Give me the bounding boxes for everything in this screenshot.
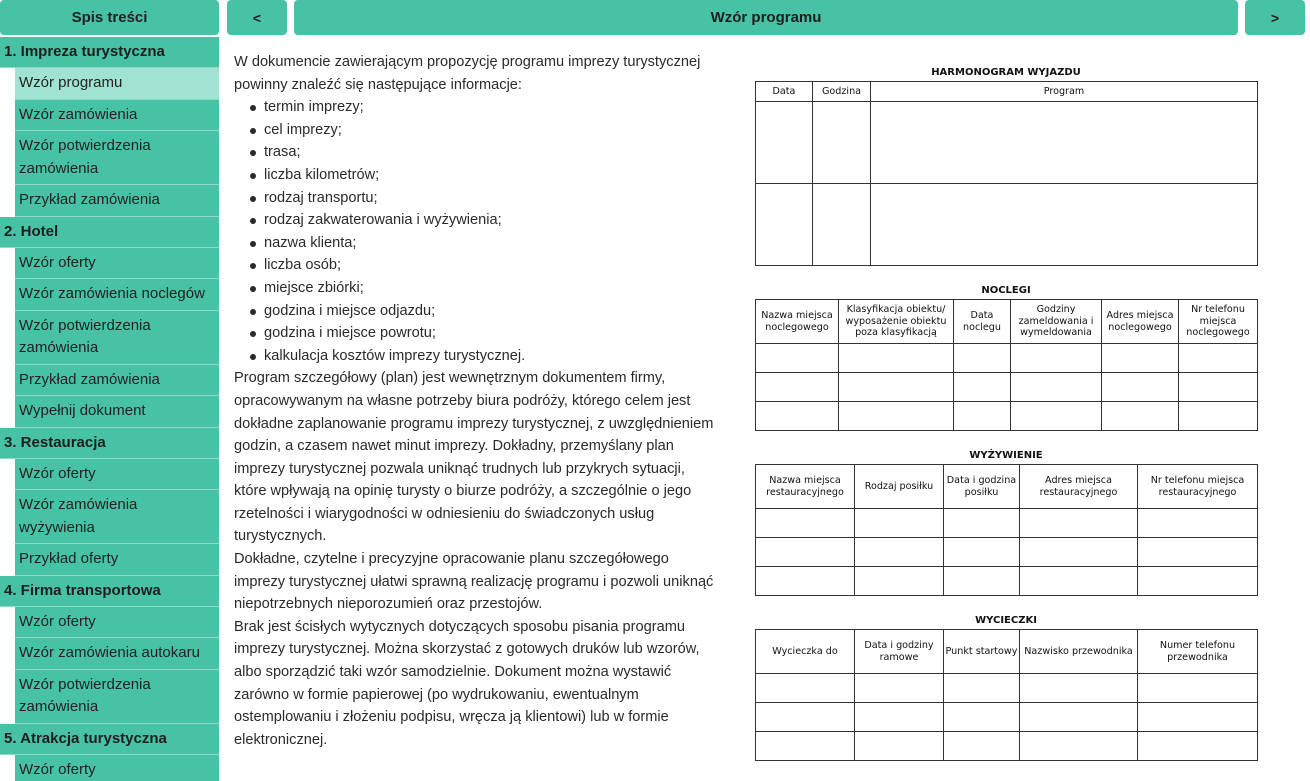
- form-header-cell: Data i godzina posiłku: [944, 465, 1020, 509]
- form-cell: [871, 184, 1258, 266]
- form-cell: [855, 703, 944, 732]
- form-empty-row: [756, 674, 1258, 703]
- info-bullet-item: nazwa klienta;: [246, 232, 714, 255]
- toc-item[interactable]: Przykład oferty: [15, 544, 219, 576]
- intro-paragraph: W dokumencie zawierającym propozycję programu imprezy turystycznej powinny znaleźć się następujące informacje:: [234, 54, 701, 93]
- form-cell: [1020, 538, 1138, 567]
- info-bullet-item: godzina i miejsce odjazdu;: [246, 300, 714, 323]
- form-table: [755, 464, 1258, 596]
- info-bullet-item: termin imprezy;: [246, 96, 714, 119]
- form-empty-row: [756, 102, 1258, 184]
- toc-section[interactable]: 5. Atrakcja turystyczna: [0, 724, 219, 755]
- form-cell: [1179, 344, 1258, 373]
- form-header-cell: Klasyfikacja obiektu/ wyposażenie obiektu poza klasyfikacją: [839, 300, 954, 344]
- form-cell: [1179, 402, 1258, 431]
- toc-header: Spis treści: [0, 0, 219, 35]
- form-empty-row: [756, 509, 1258, 538]
- info-bullet-item: godzina i miejsce powrotu;: [246, 322, 714, 345]
- form-cell: [1102, 344, 1179, 373]
- form-cell: [756, 102, 813, 184]
- info-bullet-item: cel imprezy;: [246, 119, 714, 142]
- form-cell: [1138, 509, 1258, 538]
- form-cell: [756, 567, 855, 596]
- form-header-cell: Numer telefonu przewodnika: [1138, 630, 1258, 674]
- program-form-image: [752, 65, 1260, 761]
- form-cell: [1102, 373, 1179, 402]
- body-paragraph: Brak jest ścisłych wytycznych dotyczących sposobu pisania programu imprezy turystycznej. Można skorzystać z gotowych druków lub wzorów, albo sporządzić taki wzór samodzielnie. Dokument można wystawić zarówno w formie papierowej (po wydrukowaniu, ewentualnym ostemplowaniu i złożeniu podpisu, wręcza ją klientowi) lub w formie elektronicznej.: [234, 618, 700, 748]
- info-bullet-item: liczba osób;: [246, 254, 714, 277]
- form-header-cell: Nazwa miejsca restauracyjnego: [756, 465, 855, 509]
- form-cell: [954, 344, 1011, 373]
- form-cell: [944, 567, 1020, 596]
- form-cell: [813, 102, 871, 184]
- body-paragraph: Program szczegółowy (plan) jest wewnętrznym dokumentem firmy, opracowywanym na własne potrzeby biura podróży, którego celem jest dokładne zaplanowanie programu imprezy turystycznej, z uwzględnieniem godzin, a czasem nawet minut imprezy. Dokładny, przemyślany plan imprezy turystycznej pozwala uniknąć trudnych lub przykrych sytuacji, które wpływają na opinię turysty o biurze podróży, a szczególnie o jego rzetelności i wiarygodności w odniesieniu do świadczonych usług turystycznych.: [234, 370, 714, 545]
- form-header-cell: Data noclegu: [954, 300, 1011, 344]
- body-paragraph: Dokładne, czytelne i precyzyjne opracowanie planu szczegółowego imprezy turystycznej ułatwi sprawną realizację programu i pozwoli uniknąć niepotrzebnych nieporozumień oraz przestojów.: [234, 551, 714, 613]
- form-cell: [1138, 732, 1258, 761]
- form-header-cell: Wycieczka do: [756, 630, 855, 674]
- form-header-cell: Nazwa miejsca noclegowego: [756, 300, 839, 344]
- toc-section[interactable]: 3. Restauracja: [0, 428, 219, 459]
- form-title: NOCLEGI: [981, 285, 1031, 296]
- form-header-cell: Data i godziny ramowe: [855, 630, 944, 674]
- form-header-cell: Nr telefonu miejsca noclegowego: [1179, 300, 1258, 344]
- info-bullet-item: trasa;: [246, 141, 714, 164]
- form-header-cell: Punkt startowy: [944, 630, 1020, 674]
- form-cell: [954, 402, 1011, 431]
- document-text: [234, 51, 714, 751]
- form-cell: [1138, 567, 1258, 596]
- form-cell: [871, 102, 1258, 184]
- toc-section[interactable]: 1. Impreza turystyczna: [0, 37, 219, 68]
- toc-item[interactable]: Wzór oferty: [15, 248, 219, 280]
- form-cell: [756, 538, 855, 567]
- toc-item[interactable]: Wzór oferty: [15, 607, 219, 639]
- form-cell: [1179, 373, 1258, 402]
- form-cell: [756, 402, 839, 431]
- toc-item[interactable]: Wzór zamówienia: [15, 100, 219, 132]
- toc-item[interactable]: Wzór potwierdzenia zamówienia: [15, 311, 219, 365]
- form-header-cell: Adres miejsca restauracyjnego: [1020, 465, 1138, 509]
- form-cell: [1138, 674, 1258, 703]
- form-empty-row: [756, 184, 1258, 266]
- form-empty-row: [756, 373, 1258, 402]
- page-title: Wzór programu: [294, 0, 1238, 35]
- form-cell: [1020, 703, 1138, 732]
- form-cell: [1020, 567, 1138, 596]
- body-paragraphs: [234, 367, 714, 751]
- form-empty-row: [756, 567, 1258, 596]
- form-cell: [944, 538, 1020, 567]
- form-empty-row: [756, 538, 1258, 567]
- toc-item[interactable]: Przykład zamówienia: [15, 185, 219, 217]
- form-cell: [756, 732, 855, 761]
- info-bullet-item: rodzaj transportu;: [246, 187, 714, 210]
- info-bullet-item: rodzaj zakwaterowania i wyżywienia;: [246, 209, 714, 232]
- form-cell: [944, 509, 1020, 538]
- form-empty-row: [756, 344, 1258, 373]
- toc-item[interactable]: Przykład zamówienia: [15, 365, 219, 397]
- toc-item[interactable]: Wzór oferty: [15, 755, 219, 781]
- form-cell: [813, 184, 871, 266]
- toc-item[interactable]: Wzór potwierdzenia zamówienia: [15, 131, 219, 185]
- toc-item-active[interactable]: Wzór programu: [15, 68, 219, 100]
- form-empty-row: [756, 402, 1258, 431]
- toc-item[interactable]: Wzór zamówienia wyżywienia: [15, 490, 219, 544]
- form-cell: [756, 184, 813, 266]
- form-cell: [839, 373, 954, 402]
- form-cell: [1011, 344, 1102, 373]
- info-bullet-list: [234, 96, 714, 367]
- form-empty-row: [756, 703, 1258, 732]
- form-title: WYŻYWIENIE: [969, 450, 1043, 461]
- form-cell: [1020, 674, 1138, 703]
- form-header-cell: Nr telefonu miejsca restauracyjnego: [1138, 465, 1258, 509]
- prev-page-button[interactable]: <: [227, 0, 287, 35]
- form-cell: [1102, 402, 1179, 431]
- form-cell: [1020, 509, 1138, 538]
- toc-item[interactable]: Wzór oferty: [15, 459, 219, 491]
- toc-item[interactable]: Wzór zamówienia noclegów: [15, 279, 219, 311]
- form-cell: [1138, 703, 1258, 732]
- form-cell: [944, 732, 1020, 761]
- form-cell: [756, 703, 855, 732]
- form-header-cell: Godzina: [813, 82, 871, 102]
- toc-section[interactable]: 2. Hotel: [0, 217, 219, 248]
- toc-section[interactable]: 4. Firma transportowa: [0, 576, 219, 607]
- form-cell: [756, 373, 839, 402]
- form-cell: [855, 567, 944, 596]
- form-cell: [1138, 538, 1258, 567]
- form-cell: [855, 674, 944, 703]
- form-cell: [855, 538, 944, 567]
- toc-item[interactable]: Wzór potwierdzenia zamówienia: [15, 670, 219, 724]
- info-bullet-item: miejsce zbiórki;: [246, 277, 714, 300]
- toc-list: [0, 37, 219, 781]
- info-bullet-item: liczba kilometrów;: [246, 164, 714, 187]
- form-cell: [756, 344, 839, 373]
- form-cell: [944, 674, 1020, 703]
- form-header-cell: Godziny zameldowania i wymeldowania: [1011, 300, 1102, 344]
- form-empty-row: [756, 732, 1258, 761]
- form-header-cell: Data: [756, 82, 813, 102]
- toc-item[interactable]: Wypełnij dokument: [15, 396, 219, 428]
- info-bullet-item: kalkulacja kosztów imprezy turystycznej.: [246, 345, 714, 368]
- form-cell: [1020, 732, 1138, 761]
- form-cell: [1011, 402, 1102, 431]
- form-cell: [1011, 373, 1102, 402]
- form-table: [755, 629, 1258, 761]
- form-title: HARMONOGRAM WYJAZDU: [931, 67, 1081, 78]
- next-page-button[interactable]: >: [1245, 0, 1305, 35]
- form-cell: [855, 732, 944, 761]
- form-cell: [855, 509, 944, 538]
- form-table: [755, 81, 1258, 266]
- form-header-cell: Nazwisko przewodnika: [1020, 630, 1138, 674]
- form-cell: [756, 674, 855, 703]
- form-cell: [944, 703, 1020, 732]
- form-header-cell: Rodzaj posiłku: [855, 465, 944, 509]
- form-header-cell: Adres miejsca noclegowego: [1102, 300, 1179, 344]
- toc-item[interactable]: Wzór zamówienia autokaru: [15, 638, 219, 670]
- form-cell: [839, 402, 954, 431]
- form-table: [755, 299, 1258, 431]
- form-header-cell: Program: [871, 82, 1258, 102]
- form-cell: [839, 344, 954, 373]
- sidebar: [0, 0, 219, 781]
- form-cell: [954, 373, 1011, 402]
- form-cell: [756, 509, 855, 538]
- form-title: WYCIECZKI: [975, 615, 1037, 626]
